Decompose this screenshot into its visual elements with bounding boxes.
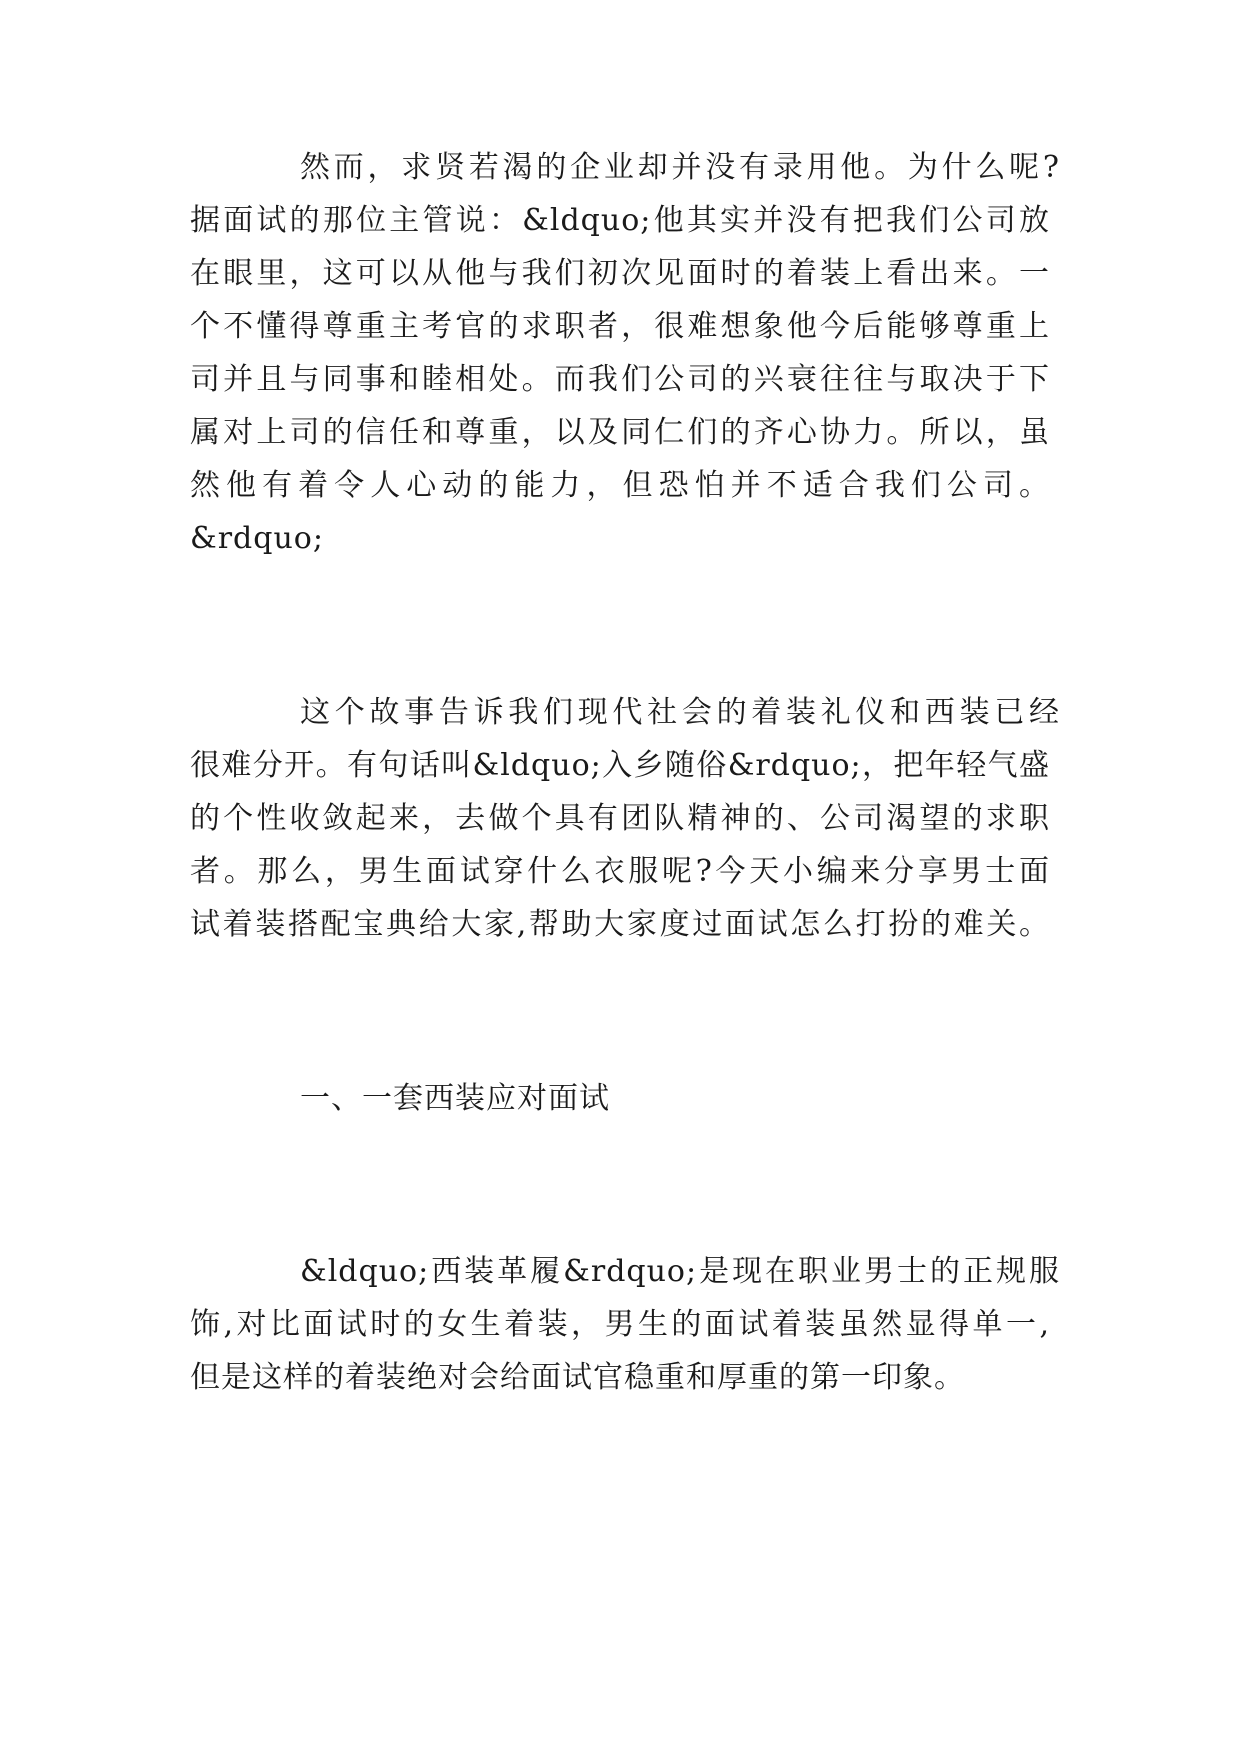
text-line: 属对上司的信任和尊重，以及同仁们的齐心协力。所以，虽 <box>190 415 1050 450</box>
text-line: 在眼里，这可以从他与我们初次见面时的着装上看出来。一 <box>190 256 1050 291</box>
text-line: 试着装搭配宝典给大家,帮助大家度过面试怎么打扮的难关。 <box>190 907 1050 942</box>
text-line: &rdquo; <box>190 521 324 556</box>
text-line: 然他有着令人心动的能力，但恐怕并不适合我们公司。 <box>190 468 1050 503</box>
text-line: 但是这样的着装绝对会给面试官稳重和厚重的第一印象。 <box>190 1360 965 1395</box>
text-line: 司并且与同事和睦相处。而我们公司的兴衰往往与取决于下 <box>190 362 1050 397</box>
text-line: &ldquo;西装革履&rdquo;是现在职业男士的正规服 <box>300 1254 1060 1289</box>
text-line: 饰,对比面试时的女生着装，男生的面试着装虽然显得单一, <box>190 1307 1050 1342</box>
text-line: 这个故事告诉我们现代社会的着装礼仪和西装已经 <box>300 695 1060 730</box>
text-line: 的个性收敛起来，去做个具有团队精神的、公司渴望的求职 <box>190 801 1050 836</box>
text-line: 者。那么，男生面试穿什么衣服呢?今天小编来分享男士面 <box>190 854 1050 889</box>
text-line: 据面试的那位主管说：&ldquo;他其实并没有把我们公司放 <box>190 203 1050 238</box>
heading-text: 一、一套西装应对面试 <box>300 1081 610 1116</box>
text-line: 个不懂得尊重主考官的求职者，很难想象他今后能够尊重上 <box>190 309 1050 344</box>
text-line: 很难分开。有句话叫&ldquo;入乡随俗&rdquo;，把年轻气盛 <box>190 748 1050 783</box>
text-line: 然而，求贤若渴的企业却并没有录用他。为什么呢? <box>300 150 1060 185</box>
